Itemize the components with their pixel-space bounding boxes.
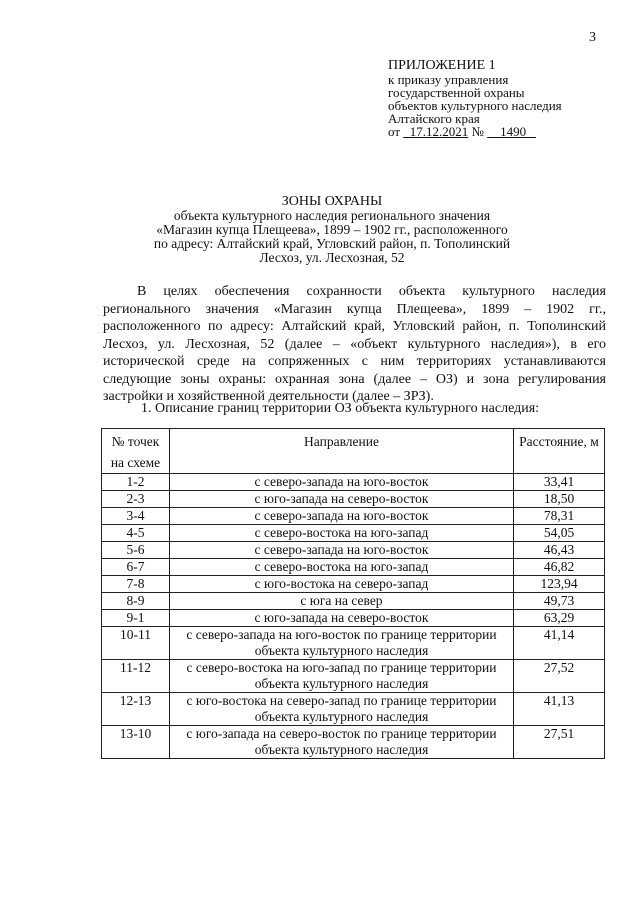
cell-direction: с северо-запада на юго-восток [170, 542, 514, 559]
table-header-row [102, 429, 605, 474]
cell-points: 6-7 [102, 559, 170, 576]
appendix-line: Алтайского края [388, 111, 480, 126]
number-label: № [471, 124, 484, 139]
from-label: от [388, 124, 401, 139]
cell-distance: 123,94 [514, 576, 605, 593]
appendix-order-line [388, 125, 562, 138]
appendix-block [388, 58, 562, 138]
cell-distance: 46,82 [514, 559, 605, 576]
header-distance: Расстояние, м [514, 429, 605, 474]
cell-points: 9-1 [102, 610, 170, 627]
cell-distance: 33,41 [514, 474, 605, 491]
table-row [102, 660, 605, 693]
cell-direction: с юго-запада на северо-восток [170, 491, 514, 508]
cell-distance: 54,05 [514, 525, 605, 542]
document-heading [120, 194, 544, 265]
table-row [102, 610, 605, 627]
order-date: 17.12.2021 [409, 124, 469, 139]
cell-points: 4-5 [102, 525, 170, 542]
cell-distance: 63,29 [514, 610, 605, 627]
cell-points: 11-12 [102, 660, 170, 693]
page-number: 3 [589, 30, 596, 45]
cell-direction: с юга на север [170, 593, 514, 610]
heading-line: «Магазин купца Плещеева», 1899 – 1902 гг., расположенного [156, 222, 508, 237]
cell-points: 10-11 [102, 627, 170, 660]
heading-line: объекта культурного наследия регионального значения [173, 208, 491, 223]
table-row [102, 726, 605, 759]
order-number: 1490 [500, 124, 527, 139]
cell-points: 1-2 [102, 474, 170, 491]
intro-paragraph [103, 283, 606, 406]
heading-line: по адресу: Алтайский край, Угловский район, п. Тополинский [153, 236, 511, 251]
cell-direction: с северо-запада на юго-восток [170, 508, 514, 525]
header-points: № точек на схеме [102, 429, 170, 474]
cell-distance: 41,13 [514, 693, 605, 726]
cell-distance: 27,52 [514, 660, 605, 693]
cell-points: 8-9 [102, 593, 170, 610]
table-row [102, 593, 605, 610]
table-row [102, 559, 605, 576]
table-row [102, 474, 605, 491]
cell-direction: с северо-запада на юго-восток [170, 474, 514, 491]
cell-direction: с юго-востока на северо-запад [170, 576, 514, 593]
table-row [102, 491, 605, 508]
cell-distance: 18,50 [514, 491, 605, 508]
cell-points: 7-8 [102, 576, 170, 593]
cell-distance: 27,51 [514, 726, 605, 759]
table-row [102, 525, 605, 542]
heading-title: ЗОНЫ ОХРАНЫ [281, 194, 383, 209]
table-row [102, 693, 605, 726]
table-row [102, 627, 605, 660]
table-row [102, 542, 605, 559]
appendix-title: ПРИЛОЖЕНИЕ 1 [388, 58, 496, 73]
heading-line: Лесхоз, ул. Лесхозная, 52 [259, 250, 405, 265]
cell-direction: с северо-востока на юго-запад [170, 559, 514, 576]
cell-direction: с северо-запада на юго-восток по границе территории объекта культурного наследия [170, 627, 514, 660]
cell-direction: с северо-востока на юго-запад по границе территории объекта культурного наследия [170, 660, 514, 693]
cell-direction: с северо-востока на юго-запад [170, 525, 514, 542]
appendix-line: государственной охраны [388, 85, 525, 100]
cell-points: 2-3 [102, 491, 170, 508]
section-title: 1. Описание границ территории ОЗ объекта культурного наследия: [141, 401, 540, 416]
cell-points: 12-13 [102, 693, 170, 726]
cell-direction: с юго-запада на северо-восток по границе территории объекта культурного наследия [170, 726, 514, 759]
cell-direction: с юго-запада на северо-восток [170, 610, 514, 627]
boundary-table [101, 428, 605, 759]
table-row [102, 576, 605, 593]
cell-distance: 46,43 [514, 542, 605, 559]
intro-text: В целях обеспечения сохранности объекта культурного наследия регионального значения «Магазин купца Плещеева», 1899 – 1902 гг., расположенного по адресу: Алтайский край, Угловский район, п. Тополинский Лесхоз, ул. Лесхозная, 52 (далее – «объект культурного наследия»), в его исторической среде на сопряженных с ним территориях устанавливаются следующие зоны охраны: охранная зона (далее – ОЗ) и зона регулирования застройки и хозяйственной деятельности (далее – ЗРЗ). [103, 284, 606, 404]
cell-direction: с юго-востока на северо-запад по границе территории объекта культурного наследия [170, 693, 514, 726]
cell-distance: 78,31 [514, 508, 605, 525]
cell-points: 3-4 [102, 508, 170, 525]
cell-points: 5-6 [102, 542, 170, 559]
appendix-line: объектов культурного наследия [388, 98, 562, 113]
cell-points: 13-10 [102, 726, 170, 759]
table-row [102, 508, 605, 525]
appendix-line: к приказу управления [388, 72, 509, 87]
header-direction: Направление [170, 429, 514, 474]
cell-distance: 49,73 [514, 593, 605, 610]
cell-distance: 41,14 [514, 627, 605, 660]
